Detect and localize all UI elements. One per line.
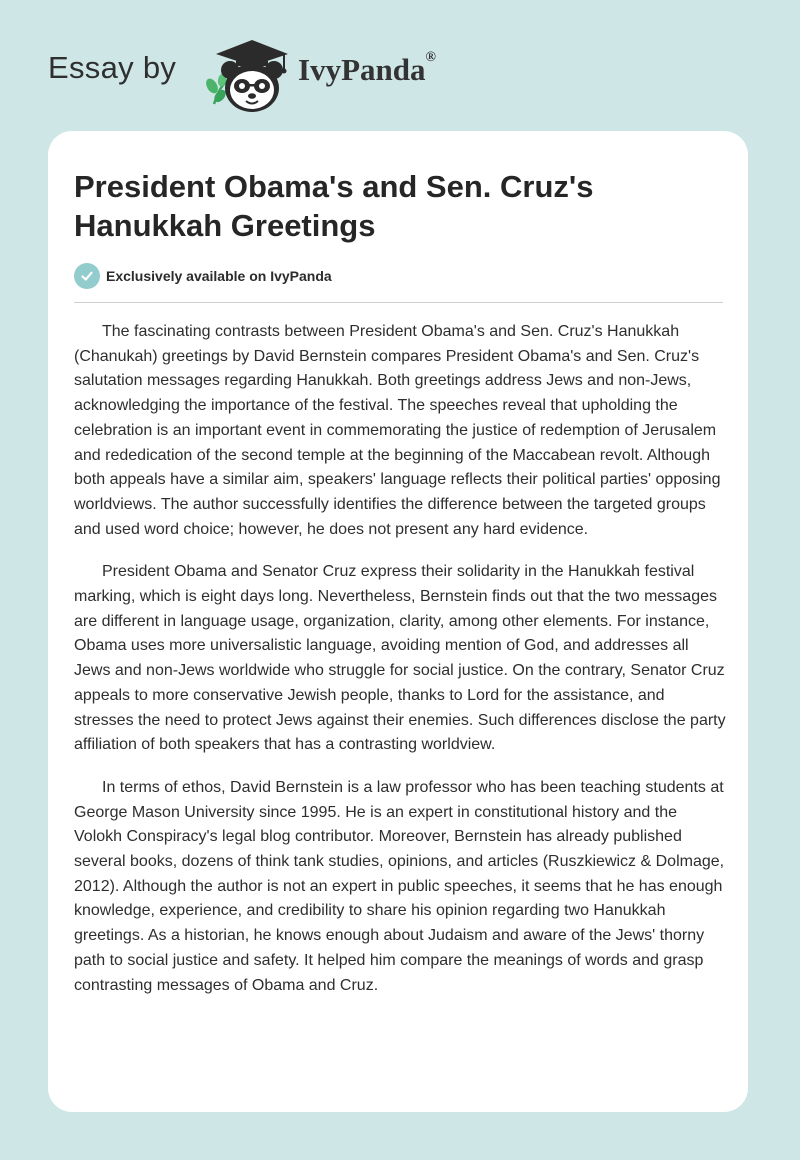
exclusive-badge	[74, 263, 332, 289]
essay-paragraph: President Obama and Senator Cruz express their solidarity in the Hanukkah festival marking, which is eight days long. Nevertheless, Bernstein finds out that the two messages are different in language usage, organization, clarity, among other elements. For instance, Obama uses more universalistic language, avoiding mention of God, and addresses all Jews and non-Jews worldwide who struggle for social justice. On the contrary, Senator Cruz appeals to more conservative Jewish people, thanks to Lord for the assistance, and stresses the need to protect Jews against their enemies. Such differences disclose the party affiliation of both speakers that has a contrasting worldview.	[74, 563, 726, 754]
trademark-symbol: ®	[425, 50, 436, 65]
essay-paragraph: The fascinating contrasts between President Obama's and Sen. Cruz's Hanukkah (Chanukah) greetings by David Bernstein compares President Obama's and Sen. Cruz's salutation messages regarding Hanukkah. Both greetings address Jews and non-Jews, acknowledging the importance of the festival. The speeches reveal that upholding the celebration is an important event in commemorating the justice of redemption of Jerusalem and rededication of the second temple at the beginning of the Maccabean revolt. Although both appeals have a similar aim, speakers' language reflects their political parties' opposing worldviews. The author successfully identifies the difference between the targeted groups and used word choice; however, he does not present any hard evidence.	[74, 323, 721, 538]
exclusive-badge-text: Exclusively available on IvyPanda	[106, 268, 332, 284]
panda-graduate-icon[interactable]	[200, 34, 296, 114]
title-divider	[74, 302, 723, 303]
essay-paragraph: In terms of ethos, David Bernstein is a law professor who has been teaching students at George Mason University since 1995. He is an expert in constitutional history and the Volokh Conspiracy's legal blog contributor. Moreover, Bernstein has already published several books, dozens of think tank studies, opinions, and articles (Ruszkiewicz & Dolmage, 2012). Although the author is not an expert in public speeches, it seems that he has enough knowledge, experience, and credibility to share his opinion regarding two Hanukkah greetings. As a historian, he knows enough about Judaism and aware of the Jews' thorny path to social justice and safety. It helped him compare the meanings of words and grasp contrasting messages of Obama and Cruz.	[74, 778, 725, 994]
check-icon	[74, 263, 100, 289]
essay-by-label: Essay by	[48, 50, 177, 85]
essay-title: President Obama's and Sen. Cruz's Hanukkah Greetings	[74, 169, 594, 243]
essay-body	[74, 320, 726, 1016]
brand-name[interactable]: IvyPanda®	[298, 50, 436, 87]
essay-card	[48, 131, 748, 1112]
site-header	[48, 28, 748, 114]
